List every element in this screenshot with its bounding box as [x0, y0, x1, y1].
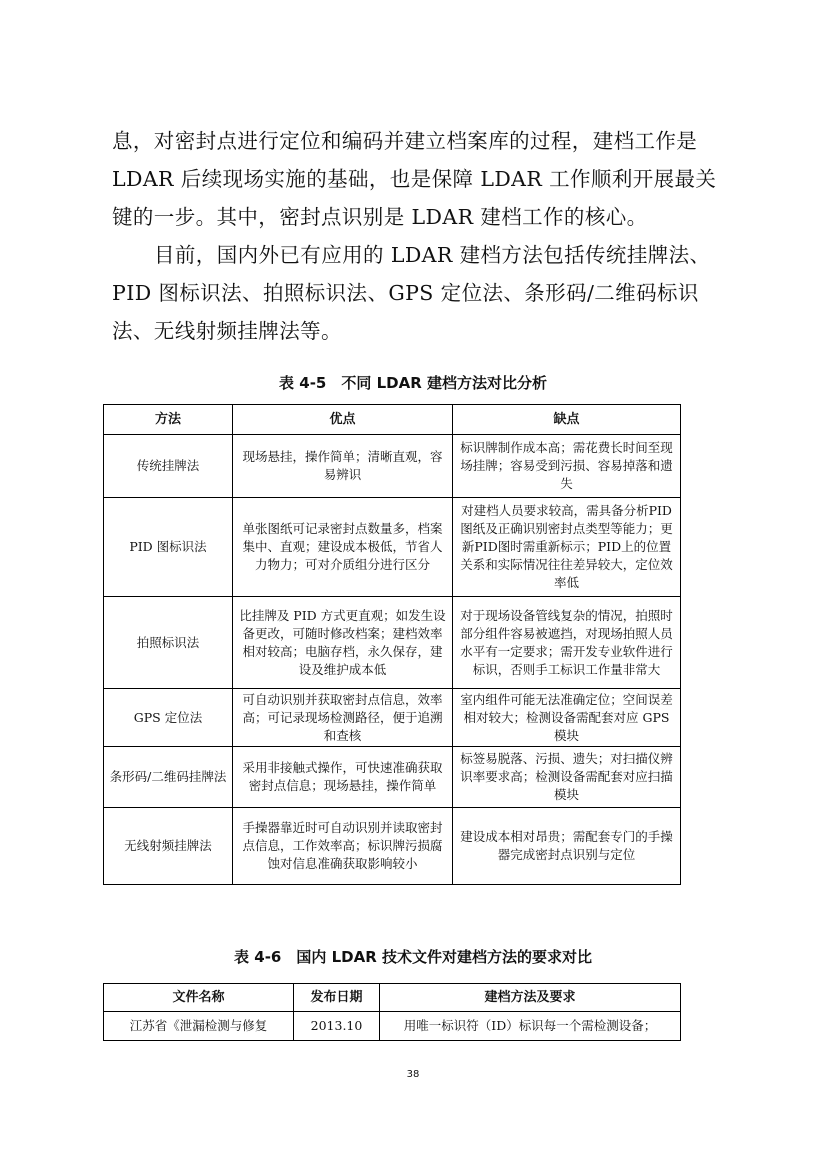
cons-cell: 室内组件可能无法准确定位；空间误差相对较大；检测设备需配套对应 GPS 模块 — [453, 689, 681, 747]
header-method: 方法 — [104, 405, 233, 435]
table-row — [104, 808, 681, 885]
pros-cell: 单张图纸可记录密封点数量多，档案集中、直观；建设成本极低，节省人力物力；可对介质组分进行区分 — [233, 498, 453, 597]
table-row — [104, 1012, 681, 1041]
method-cell: 条形码/二维码挂牌法 — [104, 747, 233, 808]
method-cell: 传统挂牌法 — [104, 435, 233, 498]
header-cons: 缺点 — [453, 405, 681, 435]
cons-cell: 对建档人员要求较高，需具备分析PID图纸及正确识别密封点类型等能力；更新PID图时需重新标示；PID上的位置关系和实际情况往往差异较大，定位效率低 — [453, 498, 681, 597]
cons-cell: 对于现场设备管线复杂的情况，拍照时部分组件容易被遮挡，对现场拍照人员水平有一定要求；需开发专业软件进行标识，否则手工标识工作量非常大 — [453, 597, 681, 689]
pros-cell: 采用非接触式操作，可快速准确获取密封点信息；现场悬挂，操作简单 — [233, 747, 453, 808]
table-row — [104, 747, 681, 808]
cons-cell: 标签易脱落、污损、遗失；对扫描仪辨识率要求高；检测设备需配套对应扫描模块 — [453, 747, 681, 808]
table-row — [104, 435, 681, 498]
table-row — [104, 597, 681, 689]
header-release-date: 发布日期 — [294, 984, 380, 1012]
pros-cell: 可自动识别并获取密封点信息，效率高；可记录现场检测路径，便于追溯和查核 — [233, 689, 453, 747]
ldar-methods-comparison-table — [103, 404, 681, 885]
table-4-5-caption: 表 4-5 不同 LDAR 建档方法对比分析 — [279, 374, 547, 392]
table-header-row — [104, 405, 681, 435]
requirements-cell: 用唯一标识符（ID）标识每一个需检测设备； — [380, 1012, 681, 1041]
page-number: 38 — [406, 1069, 420, 1080]
pros-cell: 手操器靠近时可自动识别并读取密封点信息，工作效率高；标识牌污损腐蚀对信息准确获取影响较小 — [233, 808, 453, 885]
table-4-6-caption: 表 4-6 国内 LDAR 技术文件对建档方法的要求对比 — [234, 948, 592, 966]
method-cell: 拍照标识法 — [104, 597, 233, 689]
cons-cell: 标识牌制作成本高；需花费长时间至现场挂牌；容易受到污损、容易掉落和遗失 — [453, 435, 681, 498]
method-cell: PID 图标识法 — [104, 498, 233, 597]
method-cell: GPS 定位法 — [104, 689, 233, 747]
table-row — [104, 689, 681, 747]
release-date-cell: 2013.10 — [294, 1012, 380, 1041]
table-row — [104, 498, 681, 597]
table-header-row — [104, 984, 681, 1012]
cons-cell: 建设成本相对昂贵；需配套专门的手操器完成密封点识别与定位 — [453, 808, 681, 885]
pros-cell: 现场悬挂，操作简单；清晰直观，容易辨识 — [233, 435, 453, 498]
ldar-documents-comparison-table — [103, 983, 681, 1041]
body-paragraph-1: 息，对密封点进行定位和编码并建立档案库的过程，建档工作是LDAR 后续现场实施的基础，也是保障 LDAR 工作顺利开展最关键的一步。其中，密封点识别是 LDAR 建档工作的核心。 — [112, 129, 717, 229]
header-requirements: 建档方法及要求 — [380, 984, 681, 1012]
header-document-name: 文件名称 — [104, 984, 294, 1012]
body-paragraph-2: 目前，国内外已有应用的 LDAR 建档方法包括传统挂牌法、PID 图标识法、拍照标识法、GPS 定位法、条形码/二维码标识法、无线射频挂牌法等。 — [112, 243, 711, 343]
pros-cell: 比挂牌及 PID 方式更直观；如发生设备更改，可随时修改档案；建档效率相对较高；电脑存档，永久保存，建设及维护成本低 — [233, 597, 453, 689]
header-pros: 优点 — [233, 405, 453, 435]
method-cell: 无线射频挂牌法 — [104, 808, 233, 885]
document-name-cell: 江苏省《泄漏检测与修复 — [104, 1012, 294, 1041]
